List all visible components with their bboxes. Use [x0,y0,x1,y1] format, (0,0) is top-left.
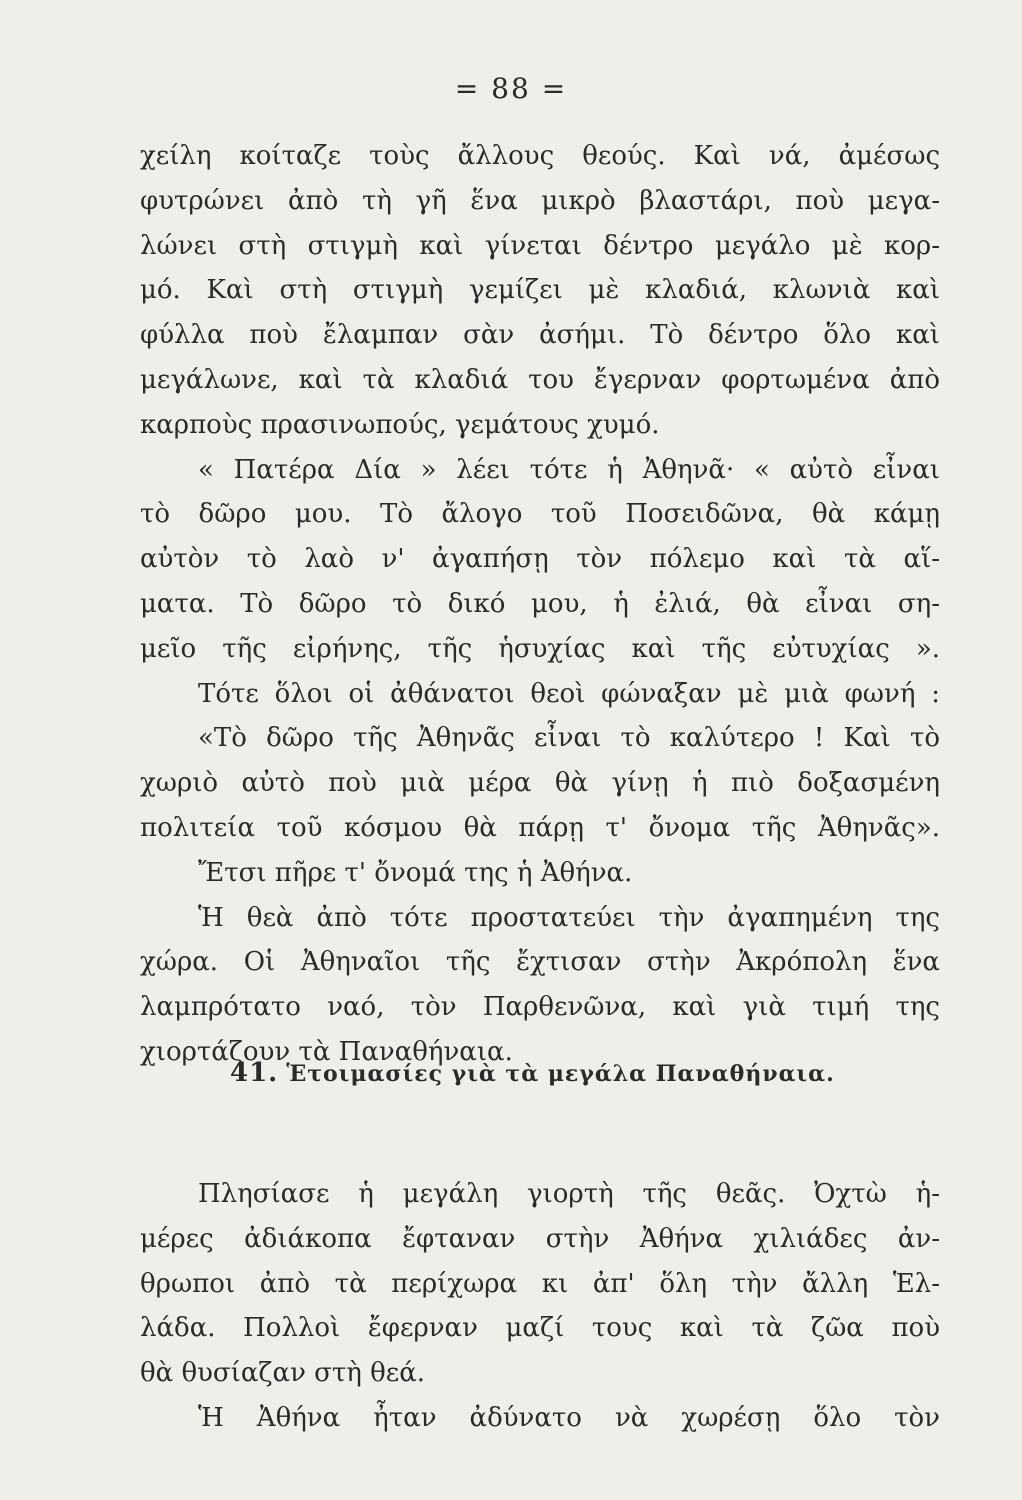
text-line: λαμπρότατο ναό, τὸν Παρθενῶνα, καὶ γιὰ τιμή της [140,992,940,1023]
section-heading [230,1058,910,1088]
text-line: μεῖο τῆς εἰρήνης, τῆς ἡσυχίας καὶ τῆς εὐτυχίας ». [140,633,940,664]
text-line: «Τὸ δῶρο τῆς Ἀθηνᾶς εἶναι τὸ καλύτερο ! Καὶ τὸ [198,723,940,754]
text-line: χωριὸ αὐτὸ ποὺ μιὰ μέρα θὰ γίνῃ ἡ πιὸ δοξασμένη [140,768,940,799]
text-block-upper [140,134,940,1075]
text-line: μεγάλωνε, καὶ τὰ κλαδιά του ἔγερναν φορτωμένα ἀπὸ [140,364,940,395]
text-line: Πλησίασε ἡ μεγάλη γιορτὴ τῆς θεᾶς. Ὀχτὼ ἡ- [198,1179,940,1209]
text-line: μέρες ἀδιάκοπα ἔφταναν στὴν Ἀθήνα χιλιάδες ἀν- [140,1223,940,1254]
text-line: τὸ δῶρο μου. Τὸ ἄλογο τοῦ Ποσειδῶνα, θὰ κάμῃ [140,499,940,530]
text-line: λάδα. Πολλοὶ ἔφερναν μαζί τους καὶ τὰ ζῶα ποὺ [140,1313,940,1344]
page-number: = 88 = [454,72,568,105]
text-line: Ἔτσι πῆρε τ' ὄνομά της ἡ Ἀθήνα. [198,857,633,888]
text-line: Ἡ Ἀθήνα ἦταν ἀδύνατο νὰ χωρέσῃ ὅλο τὸν [198,1402,940,1433]
text-line: λώνει στὴ στιγμὴ καὶ γίνεται δέντρο μεγάλο μὲ κορ- [140,230,940,261]
text-line: πολιτεία τοῦ κόσμου θὰ πάρῃ τ' ὄνομα τῆς Ἀθηνᾶς». [140,812,940,843]
text-line: Τότε ὅλοι οἱ ἀθάνατοι θεοὶ φώναξαν μὲ μιὰ φωνή : [198,678,940,709]
text-line: αὐτὸν τὸ λαὸ ν' ἀγαπήσῃ τὸν πόλεμο καὶ τὰ αἵ- [140,544,940,575]
section-number: 41. [230,1058,279,1088]
text-block-lower [140,1172,940,1441]
text-line: χείλη κοίταζε τοὺς ἄλλους θεούς. Καὶ νά, ἀμέσως [140,141,940,171]
text-line: φυτρώνει ἀπὸ τὴ γῆ ἕνα μικρὸ βλαστάρι, ποὺ μεγα- [140,185,940,216]
text-line: « Πατέρα Δία » λέει τότε ἡ Ἀθηνᾶ· « αὐτὸ εἶναι [198,454,940,485]
text-line: Ἡ θεὰ ἀπὸ τότε προστατεύει τὴν ἀγαπημένη της [198,902,940,933]
text-line: καρποὺς πρασινωπούς, γεμάτους χυμό. [140,409,660,440]
text-line: θὰ θυσίαζαν στὴ θεά. [140,1358,426,1389]
text-line: φύλλα ποὺ ἔλαμπαν σὰν ἀσήμι. Τὸ δέντρο ὅλο καὶ [140,320,940,351]
text-line: θρωποι ἀπὸ τὰ περίχωρα κι ἀπ' ὅλη τὴν ἄλλη Ἑλ- [140,1268,940,1299]
text-line: ματα. Τὸ δῶρο τὸ δικό μου, ἡ ἐλιά, θὰ εἶναι ση- [140,588,940,619]
text-line: μό. Καὶ στὴ στιγμὴ γεμίζει μὲ κλαδιά, κλωνιὰ καὶ [140,275,940,306]
text-line: χώρα. Οἱ Ἀθηναῖοι τῆς ἔχτισαν στὴν Ἀκρόπολη ἕνα [140,947,940,978]
text-line: χιορτάζουν τὰ Παναθήναια. [140,1036,513,1067]
section-title: Ἑτοιμασίες γιὰ τὰ μεγάλα Παναθήναια. [286,1061,835,1087]
